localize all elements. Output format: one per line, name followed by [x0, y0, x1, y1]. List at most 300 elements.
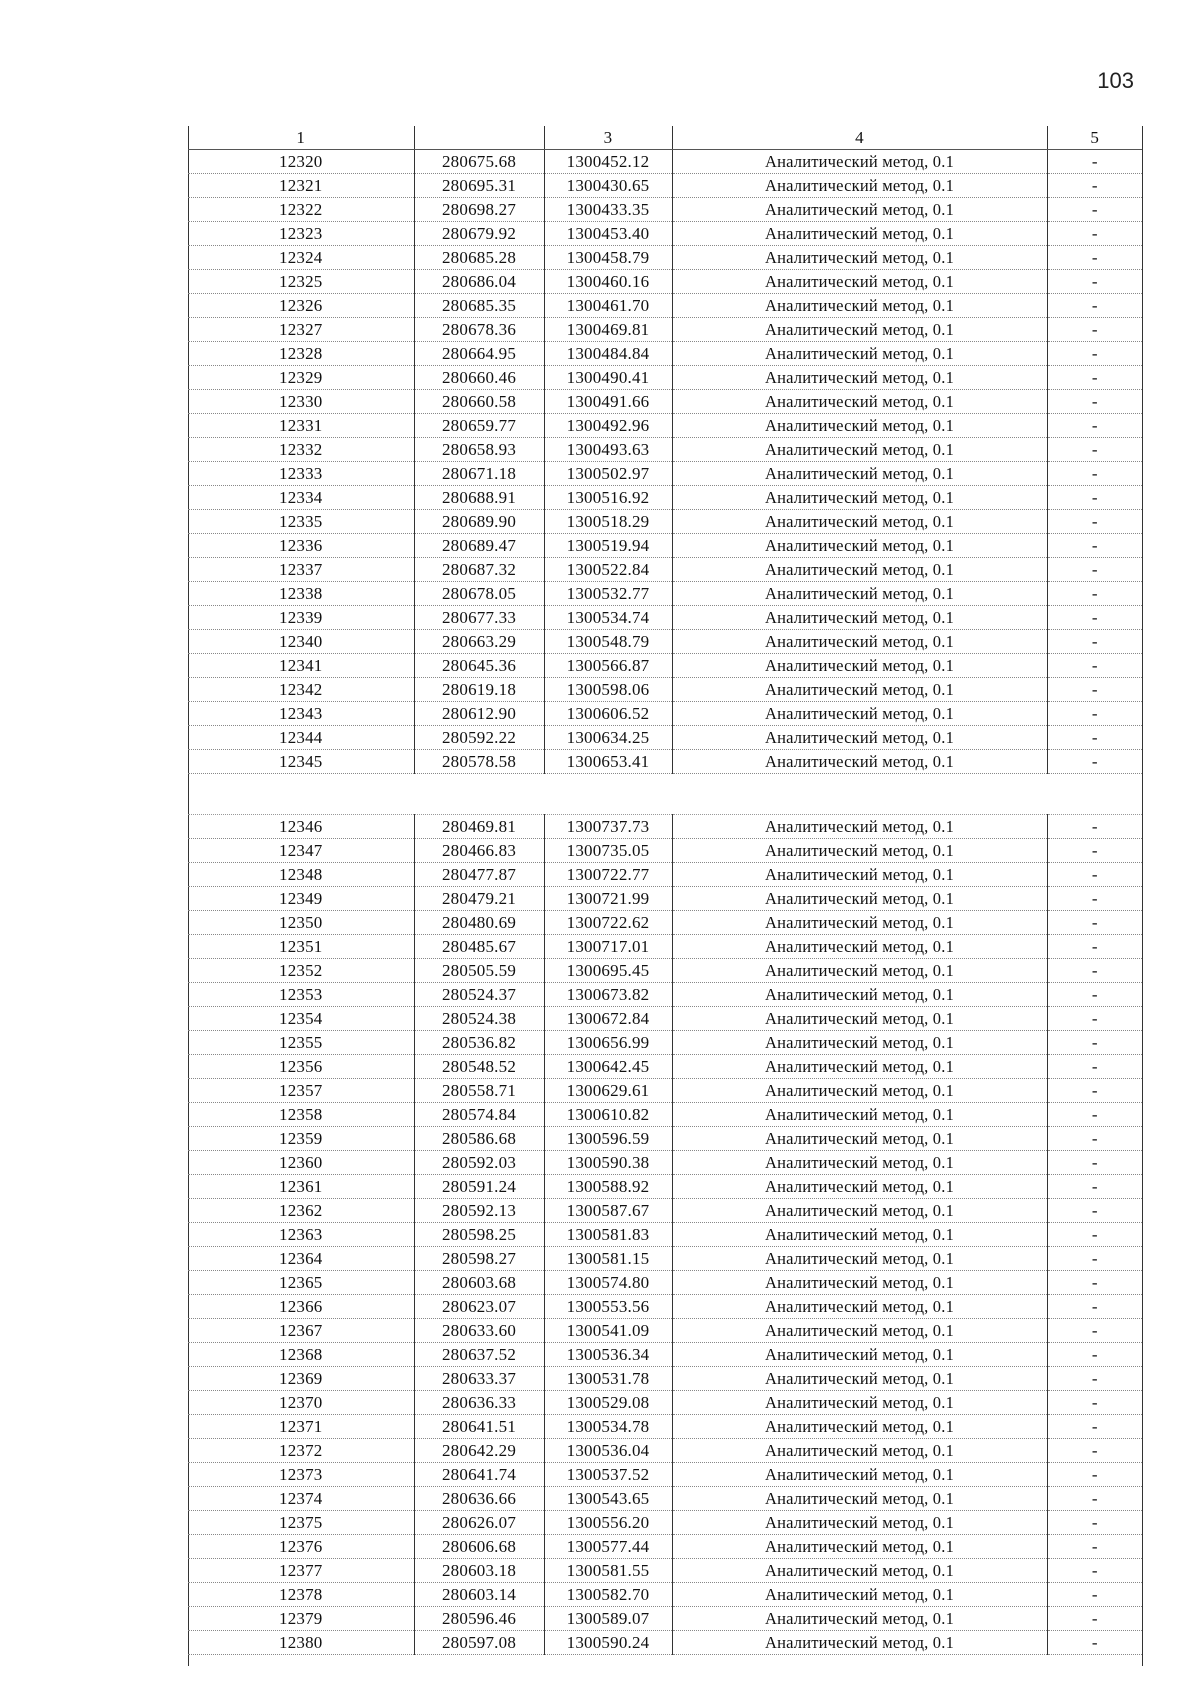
- x-coordinate-cell: 280598.25: [414, 1223, 544, 1247]
- method-cell: Аналитический метод, 0.1: [672, 983, 1047, 1007]
- x-coordinate-cell: 280505.59: [414, 959, 544, 983]
- method-cell: Аналитический метод, 0.1: [672, 630, 1047, 654]
- method-cell: Аналитический метод, 0.1: [672, 438, 1047, 462]
- table-row: [188, 390, 1142, 414]
- table-row: [188, 863, 1142, 887]
- point-number-cell: 12326: [188, 294, 414, 318]
- point-number-cell: 12324: [188, 246, 414, 270]
- method-cell: Аналитический метод, 0.1: [672, 887, 1047, 911]
- x-coordinate-cell: 280623.07: [414, 1295, 544, 1319]
- y-coordinate-cell: 1300491.66: [544, 390, 672, 414]
- header-col-4: 4: [672, 126, 1047, 150]
- table-row: [188, 1583, 1142, 1607]
- point-number-cell: 12363: [188, 1223, 414, 1247]
- table-row: [188, 1007, 1142, 1031]
- point-number-cell: 12357: [188, 1079, 414, 1103]
- method-cell: Аналитический метод, 0.1: [672, 1463, 1047, 1487]
- table-row: [188, 486, 1142, 510]
- table-row: [188, 1271, 1142, 1295]
- table-row: [188, 342, 1142, 366]
- point-number-cell: 12347: [188, 839, 414, 863]
- point-number-cell: 12328: [188, 342, 414, 366]
- accuracy-cell: -: [1047, 438, 1142, 462]
- point-number-cell: 12379: [188, 1607, 414, 1631]
- x-coordinate-cell: 280578.58: [414, 750, 544, 774]
- y-coordinate-cell: 1300536.04: [544, 1439, 672, 1463]
- y-coordinate-cell: 1300717.01: [544, 935, 672, 959]
- accuracy-cell: -: [1047, 222, 1142, 246]
- accuracy-cell: -: [1047, 582, 1142, 606]
- accuracy-cell: -: [1047, 815, 1142, 839]
- accuracy-cell: -: [1047, 1535, 1142, 1559]
- point-number-cell: 12354: [188, 1007, 414, 1031]
- x-coordinate-cell: 280641.74: [414, 1463, 544, 1487]
- table-row: [188, 983, 1142, 1007]
- method-cell: Аналитический метод, 0.1: [672, 510, 1047, 534]
- x-coordinate-cell: 280678.05: [414, 582, 544, 606]
- point-number-cell: 12346: [188, 815, 414, 839]
- method-cell: Аналитический метод, 0.1: [672, 1295, 1047, 1319]
- accuracy-cell: -: [1047, 959, 1142, 983]
- table-row: [188, 606, 1142, 630]
- accuracy-cell: -: [1047, 1487, 1142, 1511]
- y-coordinate-cell: 1300642.45: [544, 1055, 672, 1079]
- y-coordinate-cell: 1300634.25: [544, 726, 672, 750]
- y-coordinate-cell: 1300721.99: [544, 887, 672, 911]
- table-row: [188, 1127, 1142, 1151]
- y-coordinate-cell: 1300543.65: [544, 1487, 672, 1511]
- accuracy-cell: -: [1047, 1439, 1142, 1463]
- accuracy-cell: -: [1047, 1199, 1142, 1223]
- accuracy-cell: -: [1047, 1031, 1142, 1055]
- x-coordinate-cell: 280685.35: [414, 294, 544, 318]
- y-coordinate-cell: 1300548.79: [544, 630, 672, 654]
- point-number-cell: 12341: [188, 654, 414, 678]
- table-row: [188, 438, 1142, 462]
- y-coordinate-cell: 1300532.77: [544, 582, 672, 606]
- method-cell: Аналитический метод, 0.1: [672, 1079, 1047, 1103]
- method-cell: Аналитический метод, 0.1: [672, 462, 1047, 486]
- accuracy-cell: -: [1047, 1559, 1142, 1583]
- table-row: [188, 1295, 1142, 1319]
- table-header-row: [188, 126, 1142, 150]
- x-coordinate-cell: 280660.46: [414, 366, 544, 390]
- table-row: [188, 558, 1142, 582]
- accuracy-cell: -: [1047, 630, 1142, 654]
- accuracy-cell: -: [1047, 654, 1142, 678]
- table-row: [188, 1079, 1142, 1103]
- method-cell: Аналитический метод, 0.1: [672, 815, 1047, 839]
- point-number-cell: 12358: [188, 1103, 414, 1127]
- point-number-cell: 12327: [188, 318, 414, 342]
- accuracy-cell: -: [1047, 462, 1142, 486]
- y-coordinate-cell: 1300737.73: [544, 815, 672, 839]
- y-coordinate-cell: 1300629.61: [544, 1079, 672, 1103]
- y-coordinate-cell: 1300587.67: [544, 1199, 672, 1223]
- table-row: [188, 414, 1142, 438]
- point-number-cell: 12377: [188, 1559, 414, 1583]
- x-coordinate-cell: 280597.08: [414, 1631, 544, 1655]
- table-row: [188, 534, 1142, 558]
- point-number-cell: 12359: [188, 1127, 414, 1151]
- x-coordinate-cell: 280663.29: [414, 630, 544, 654]
- method-cell: Аналитический метод, 0.1: [672, 318, 1047, 342]
- point-number-cell: 12330: [188, 390, 414, 414]
- table-row: [188, 726, 1142, 750]
- accuracy-cell: -: [1047, 510, 1142, 534]
- method-cell: Аналитический метод, 0.1: [672, 174, 1047, 198]
- method-cell: Аналитический метод, 0.1: [672, 1151, 1047, 1175]
- point-number-cell: 12333: [188, 462, 414, 486]
- accuracy-cell: -: [1047, 839, 1142, 863]
- point-number-cell: 12373: [188, 1463, 414, 1487]
- method-cell: Аналитический метод, 0.1: [672, 678, 1047, 702]
- accuracy-cell: -: [1047, 1607, 1142, 1631]
- method-cell: Аналитический метод, 0.1: [672, 1415, 1047, 1439]
- x-coordinate-cell: 280619.18: [414, 678, 544, 702]
- table-row: [188, 959, 1142, 983]
- table-row: [188, 1415, 1142, 1439]
- point-number-cell: 12320: [188, 150, 414, 174]
- accuracy-cell: -: [1047, 246, 1142, 270]
- point-number-cell: 12360: [188, 1151, 414, 1175]
- x-coordinate-cell: 280698.27: [414, 198, 544, 222]
- method-cell: Аналитический метод, 0.1: [672, 246, 1047, 270]
- method-cell: Аналитический метод, 0.1: [672, 1511, 1047, 1535]
- accuracy-cell: -: [1047, 678, 1142, 702]
- x-coordinate-cell: 280687.32: [414, 558, 544, 582]
- accuracy-cell: -: [1047, 558, 1142, 582]
- y-coordinate-cell: 1300589.07: [544, 1607, 672, 1631]
- x-coordinate-cell: 280574.84: [414, 1103, 544, 1127]
- method-cell: Аналитический метод, 0.1: [672, 1007, 1047, 1031]
- x-coordinate-cell: 280598.27: [414, 1247, 544, 1271]
- x-coordinate-cell: 280671.18: [414, 462, 544, 486]
- method-cell: Аналитический метод, 0.1: [672, 654, 1047, 678]
- x-coordinate-cell: 280592.22: [414, 726, 544, 750]
- table-row: [188, 1055, 1142, 1079]
- point-number-cell: 12332: [188, 438, 414, 462]
- x-coordinate-cell: 280592.13: [414, 1199, 544, 1223]
- x-coordinate-cell: 280626.07: [414, 1511, 544, 1535]
- y-coordinate-cell: 1300722.62: [544, 911, 672, 935]
- y-coordinate-cell: 1300566.87: [544, 654, 672, 678]
- point-number-cell: 12349: [188, 887, 414, 911]
- accuracy-cell: -: [1047, 863, 1142, 887]
- table-row: [188, 1343, 1142, 1367]
- method-cell: Аналитический метод, 0.1: [672, 750, 1047, 774]
- accuracy-cell: -: [1047, 1415, 1142, 1439]
- y-coordinate-cell: 1300522.84: [544, 558, 672, 582]
- point-number-cell: 12352: [188, 959, 414, 983]
- accuracy-cell: -: [1047, 414, 1142, 438]
- table-row: [188, 935, 1142, 959]
- x-coordinate-cell: 280633.37: [414, 1367, 544, 1391]
- table-row: [188, 654, 1142, 678]
- y-coordinate-cell: 1300672.84: [544, 1007, 672, 1031]
- table-row: [188, 1367, 1142, 1391]
- point-number-cell: 12364: [188, 1247, 414, 1271]
- x-coordinate-cell: 280645.36: [414, 654, 544, 678]
- x-coordinate-cell: 280586.68: [414, 1127, 544, 1151]
- accuracy-cell: -: [1047, 606, 1142, 630]
- y-coordinate-cell: 1300493.63: [544, 438, 672, 462]
- method-cell: Аналитический метод, 0.1: [672, 863, 1047, 887]
- point-number-cell: 12337: [188, 558, 414, 582]
- method-cell: Аналитический метод, 0.1: [672, 911, 1047, 935]
- y-coordinate-cell: 1300484.84: [544, 342, 672, 366]
- method-cell: Аналитический метод, 0.1: [672, 150, 1047, 174]
- method-cell: Аналитический метод, 0.1: [672, 582, 1047, 606]
- method-cell: Аналитический метод, 0.1: [672, 558, 1047, 582]
- point-number-cell: 12372: [188, 1439, 414, 1463]
- accuracy-cell: -: [1047, 1295, 1142, 1319]
- method-cell: Аналитический метод, 0.1: [672, 1583, 1047, 1607]
- x-coordinate-cell: 280685.28: [414, 246, 544, 270]
- accuracy-cell: -: [1047, 294, 1142, 318]
- point-number-cell: 12367: [188, 1319, 414, 1343]
- method-cell: Аналитический метод, 0.1: [672, 702, 1047, 726]
- accuracy-cell: -: [1047, 1367, 1142, 1391]
- method-cell: Аналитический метод, 0.1: [672, 935, 1047, 959]
- y-coordinate-cell: 1300588.92: [544, 1175, 672, 1199]
- point-number-cell: 12345: [188, 750, 414, 774]
- accuracy-cell: -: [1047, 1319, 1142, 1343]
- table-row: [188, 1439, 1142, 1463]
- y-coordinate-cell: 1300590.38: [544, 1151, 672, 1175]
- x-coordinate-cell: 280675.68: [414, 150, 544, 174]
- y-coordinate-cell: 1300490.41: [544, 366, 672, 390]
- table-row: [188, 911, 1142, 935]
- y-coordinate-cell: 1300582.70: [544, 1583, 672, 1607]
- accuracy-cell: -: [1047, 1391, 1142, 1415]
- point-number-cell: 12321: [188, 174, 414, 198]
- y-coordinate-cell: 1300553.56: [544, 1295, 672, 1319]
- point-number-cell: 12322: [188, 198, 414, 222]
- method-cell: Аналитический метод, 0.1: [672, 534, 1047, 558]
- x-coordinate-cell: 280592.03: [414, 1151, 544, 1175]
- method-cell: Аналитический метод, 0.1: [672, 726, 1047, 750]
- accuracy-cell: -: [1047, 1223, 1142, 1247]
- table-row: [188, 462, 1142, 486]
- table-row: [188, 246, 1142, 270]
- method-cell: Аналитический метод, 0.1: [672, 1439, 1047, 1463]
- table-right-rule: [1142, 126, 1143, 1666]
- y-coordinate-cell: 1300581.83: [544, 1223, 672, 1247]
- accuracy-cell: -: [1047, 726, 1142, 750]
- x-coordinate-cell: 280469.81: [414, 815, 544, 839]
- x-coordinate-cell: 280591.24: [414, 1175, 544, 1199]
- table-body-block-2: [188, 815, 1142, 1655]
- point-number-cell: 12366: [188, 1295, 414, 1319]
- y-coordinate-cell: 1300458.79: [544, 246, 672, 270]
- method-cell: Аналитический метод, 0.1: [672, 606, 1047, 630]
- x-coordinate-cell: 280658.93: [414, 438, 544, 462]
- x-coordinate-cell: 280524.38: [414, 1007, 544, 1031]
- x-coordinate-cell: 280477.87: [414, 863, 544, 887]
- x-coordinate-cell: 280689.47: [414, 534, 544, 558]
- table-row: [188, 1247, 1142, 1271]
- x-coordinate-cell: 280677.33: [414, 606, 544, 630]
- method-cell: Аналитический метод, 0.1: [672, 366, 1047, 390]
- method-cell: Аналитический метод, 0.1: [672, 390, 1047, 414]
- y-coordinate-cell: 1300536.34: [544, 1343, 672, 1367]
- accuracy-cell: -: [1047, 1103, 1142, 1127]
- point-number-cell: 12351: [188, 935, 414, 959]
- y-coordinate-cell: 1300653.41: [544, 750, 672, 774]
- point-number-cell: 12331: [188, 414, 414, 438]
- table-row: [188, 222, 1142, 246]
- table-row: [188, 750, 1142, 774]
- method-cell: Аналитический метод, 0.1: [672, 1247, 1047, 1271]
- table-row: [188, 1511, 1142, 1535]
- y-coordinate-cell: 1300531.78: [544, 1367, 672, 1391]
- table-row: [188, 1631, 1142, 1655]
- page-number: 103: [1097, 68, 1134, 93]
- accuracy-cell: -: [1047, 150, 1142, 174]
- y-coordinate-cell: 1300695.45: [544, 959, 672, 983]
- y-coordinate-cell: 1300516.92: [544, 486, 672, 510]
- table-body-block-1: [188, 150, 1142, 774]
- table-row: [188, 887, 1142, 911]
- method-cell: Аналитический метод, 0.1: [672, 1031, 1047, 1055]
- accuracy-cell: -: [1047, 1151, 1142, 1175]
- method-cell: Аналитический метод, 0.1: [672, 294, 1047, 318]
- point-number-cell: 12329: [188, 366, 414, 390]
- table-row: [188, 366, 1142, 390]
- point-number-cell: 12375: [188, 1511, 414, 1535]
- accuracy-cell: -: [1047, 486, 1142, 510]
- x-coordinate-cell: 280596.46: [414, 1607, 544, 1631]
- y-coordinate-cell: 1300590.24: [544, 1631, 672, 1655]
- method-cell: Аналитический метод, 0.1: [672, 198, 1047, 222]
- accuracy-cell: -: [1047, 1343, 1142, 1367]
- method-cell: Аналитический метод, 0.1: [672, 1199, 1047, 1223]
- table-row: [188, 1463, 1142, 1487]
- x-coordinate-cell: 280536.82: [414, 1031, 544, 1055]
- point-number-cell: 12376: [188, 1535, 414, 1559]
- header-col-2: [414, 126, 544, 150]
- y-coordinate-cell: 1300492.96: [544, 414, 672, 438]
- y-coordinate-cell: 1300433.35: [544, 198, 672, 222]
- x-coordinate-cell: 280636.33: [414, 1391, 544, 1415]
- accuracy-cell: -: [1047, 1511, 1142, 1535]
- x-coordinate-cell: 280641.51: [414, 1415, 544, 1439]
- method-cell: Аналитический метод, 0.1: [672, 1559, 1047, 1583]
- accuracy-cell: -: [1047, 390, 1142, 414]
- y-coordinate-cell: 1300606.52: [544, 702, 672, 726]
- table-gap: [188, 774, 1142, 815]
- point-number-cell: 12325: [188, 270, 414, 294]
- accuracy-cell: -: [1047, 270, 1142, 294]
- method-cell: Аналитический метод, 0.1: [672, 1535, 1047, 1559]
- point-number-cell: 12335: [188, 510, 414, 534]
- y-coordinate-cell: 1300452.12: [544, 150, 672, 174]
- accuracy-cell: -: [1047, 318, 1142, 342]
- y-coordinate-cell: 1300574.80: [544, 1271, 672, 1295]
- y-coordinate-cell: 1300518.29: [544, 510, 672, 534]
- method-cell: Аналитический метод, 0.1: [672, 839, 1047, 863]
- table-row: [188, 678, 1142, 702]
- y-coordinate-cell: 1300673.82: [544, 983, 672, 1007]
- method-cell: Аналитический метод, 0.1: [672, 1487, 1047, 1511]
- method-cell: Аналитический метод, 0.1: [672, 1319, 1047, 1343]
- accuracy-cell: -: [1047, 174, 1142, 198]
- point-number-cell: 12342: [188, 678, 414, 702]
- y-coordinate-cell: 1300596.59: [544, 1127, 672, 1151]
- accuracy-cell: -: [1047, 935, 1142, 959]
- point-number-cell: 12353: [188, 983, 414, 1007]
- point-number-cell: 12340: [188, 630, 414, 654]
- point-number-cell: 12344: [188, 726, 414, 750]
- coordinates-table-container: [188, 126, 1142, 1655]
- table-row: [188, 318, 1142, 342]
- accuracy-cell: -: [1047, 366, 1142, 390]
- method-cell: Аналитический метод, 0.1: [672, 1055, 1047, 1079]
- y-coordinate-cell: 1300581.55: [544, 1559, 672, 1583]
- x-coordinate-cell: 280603.68: [414, 1271, 544, 1295]
- accuracy-cell: -: [1047, 911, 1142, 935]
- method-cell: Аналитический метод, 0.1: [672, 1103, 1047, 1127]
- accuracy-cell: -: [1047, 1271, 1142, 1295]
- method-cell: Аналитический метод, 0.1: [672, 486, 1047, 510]
- y-coordinate-cell: 1300469.81: [544, 318, 672, 342]
- x-coordinate-cell: 280642.29: [414, 1439, 544, 1463]
- table-row: [188, 702, 1142, 726]
- table-row: [188, 1535, 1142, 1559]
- x-coordinate-cell: 280606.68: [414, 1535, 544, 1559]
- accuracy-cell: -: [1047, 1175, 1142, 1199]
- point-number-cell: 12334: [188, 486, 414, 510]
- method-cell: Аналитический метод, 0.1: [672, 1631, 1047, 1655]
- method-cell: Аналитический метод, 0.1: [672, 1607, 1047, 1631]
- y-coordinate-cell: 1300534.74: [544, 606, 672, 630]
- table-row: [188, 510, 1142, 534]
- y-coordinate-cell: 1300430.65: [544, 174, 672, 198]
- point-number-cell: 12380: [188, 1631, 414, 1655]
- point-number-cell: 12355: [188, 1031, 414, 1055]
- point-number-cell: 12370: [188, 1391, 414, 1415]
- method-cell: Аналитический метод, 0.1: [672, 1367, 1047, 1391]
- table-row: [188, 815, 1142, 839]
- y-coordinate-cell: 1300610.82: [544, 1103, 672, 1127]
- accuracy-cell: -: [1047, 983, 1142, 1007]
- x-coordinate-cell: 280678.36: [414, 318, 544, 342]
- table-row: [188, 1031, 1142, 1055]
- y-coordinate-cell: 1300735.05: [544, 839, 672, 863]
- table-row: [188, 1559, 1142, 1583]
- x-coordinate-cell: 280612.90: [414, 702, 544, 726]
- method-cell: Аналитический метод, 0.1: [672, 1175, 1047, 1199]
- point-number-cell: 12348: [188, 863, 414, 887]
- point-number-cell: 12368: [188, 1343, 414, 1367]
- table-row: [188, 1319, 1142, 1343]
- method-cell: Аналитический метод, 0.1: [672, 1223, 1047, 1247]
- x-coordinate-cell: 280660.58: [414, 390, 544, 414]
- point-number-cell: 12371: [188, 1415, 414, 1439]
- table-row: [188, 1151, 1142, 1175]
- x-coordinate-cell: 280485.67: [414, 935, 544, 959]
- point-number-cell: 12350: [188, 911, 414, 935]
- accuracy-cell: -: [1047, 1079, 1142, 1103]
- accuracy-cell: -: [1047, 1127, 1142, 1151]
- x-coordinate-cell: 280689.90: [414, 510, 544, 534]
- x-coordinate-cell: 280633.60: [414, 1319, 544, 1343]
- table-row: [188, 839, 1142, 863]
- table-row: [188, 294, 1142, 318]
- coordinates-table: [188, 126, 1142, 1655]
- header-col-3: 3: [544, 126, 672, 150]
